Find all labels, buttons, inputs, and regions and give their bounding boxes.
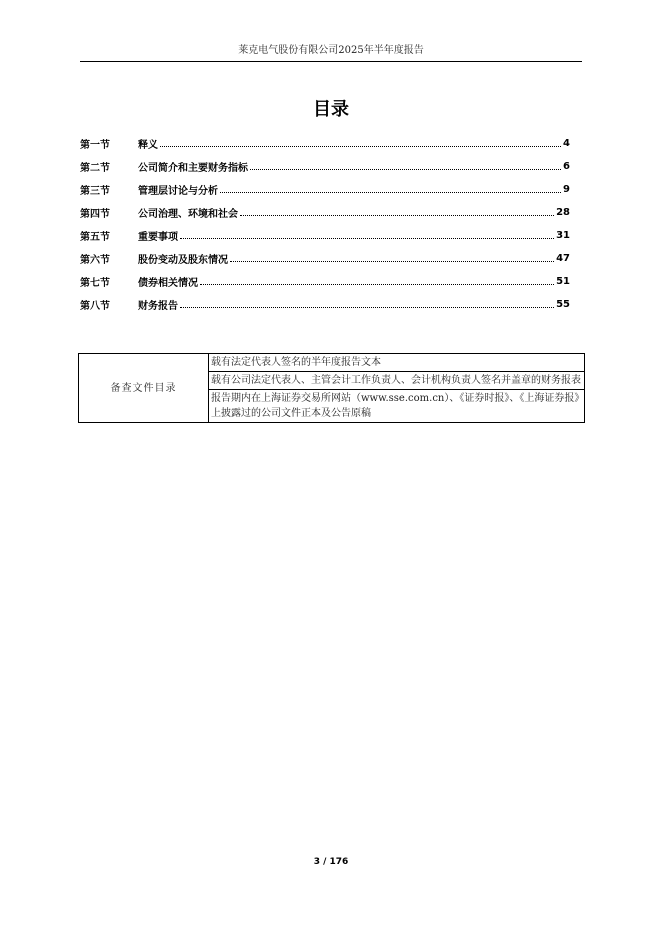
toc-leader-dots [180,297,554,308]
toc-entry[interactable] [80,155,570,178]
toc-leader-dots [250,159,561,170]
toc-section-title: 股份变动及股东情况 [138,255,228,266]
table-of-contents [80,132,570,316]
running-header: 莱克电气股份有限公司2025年半年度报告 [238,45,424,56]
toc-page-number: 47 [556,253,570,264]
toc-leader-dots [220,182,561,193]
toc-entry[interactable] [80,178,570,201]
toc-section-number: 第七节 [80,278,110,289]
toc-entry[interactable] [80,270,570,293]
toc-page-number: 28 [556,207,570,218]
toc-section-title: 释义 [138,140,158,151]
toc-entry[interactable] [80,293,570,316]
toc-leader-dots [230,251,554,262]
table-row [79,354,585,372]
reference-documents-table [78,353,585,423]
toc-page-number: 55 [556,299,570,310]
toc-page-number: 4 [563,138,570,149]
toc-page-number: 6 [563,161,570,172]
toc-leader-dots [200,274,554,285]
toc-page-number: 51 [556,276,570,287]
reference-document-item: 载有法定代表人签名的半年度报告文本 [209,354,585,372]
toc-section-number: 第八节 [80,301,110,312]
toc-entry[interactable] [80,201,570,224]
toc-leader-dots [240,205,554,216]
toc-section-number: 第五节 [80,232,110,243]
header-rule [80,61,582,62]
toc-page-number: 31 [556,230,570,241]
toc-entry[interactable] [80,132,570,155]
toc-section-title: 财务报告 [138,301,178,312]
reference-document-item: 载有公司法定代表人、主管会计工作负责人、会计机构负责人签名并盖章的财务报表 [209,372,585,390]
toc-section-number: 第四节 [80,209,110,220]
toc-section-title: 债券相关情况 [138,278,198,289]
page-number-footer: 3 / 176 [313,857,349,867]
toc-section-title: 管理层讨论与分析 [138,186,218,197]
toc-section-title: 公司简介和主要财务指标 [138,163,248,174]
toc-page-number: 9 [563,184,570,195]
reference-documents-heading: 备查文件目录 [79,354,209,423]
toc-leader-dots [180,228,554,239]
reference-document-item: 报告期内在上海证券交易所网站（www.sse.com.cn）、《证券时报》、《上海证券报》上披露过的公司文件正本及公告原稿 [209,390,585,423]
toc-section-number: 第三节 [80,186,110,197]
toc-entry[interactable] [80,247,570,270]
toc-title: 目录 [313,99,349,120]
toc-section-title: 重要事项 [138,232,178,243]
toc-section-number: 第二节 [80,163,110,174]
toc-section-title: 公司治理、环境和社会 [138,209,238,220]
toc-section-number: 第六节 [80,255,110,266]
toc-entry[interactable] [80,224,570,247]
toc-leader-dots [160,136,561,147]
toc-section-number: 第一节 [80,140,110,151]
